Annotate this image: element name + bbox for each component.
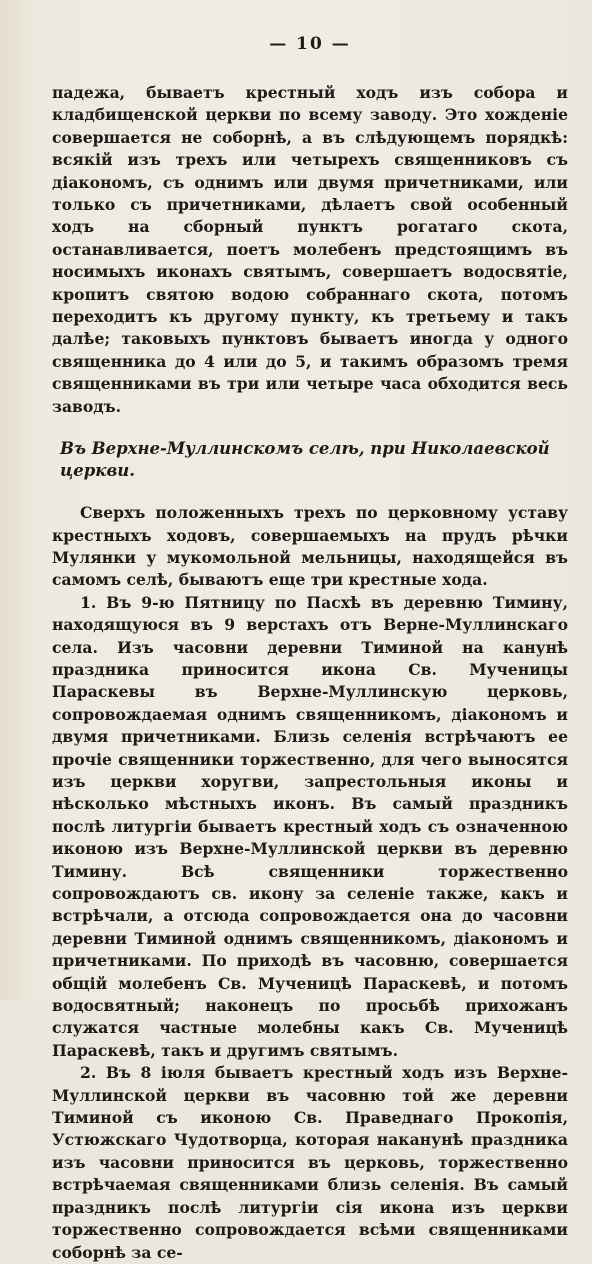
paragraph-item-2: 2. Въ 8 іюля бываетъ крестный ходъ изъ Верхне-Муллинской церкви въ часовню той же деревни Тиминой съ иконою Св. Праведнаго Прокопія, Устюжскаго Чудотворца, которая наканунѣ праздника изъ часовни приносится въ церковь, торжественно встрѣчаемая священниками близь селенія. Въ самый праздникъ послѣ литургіи сія икона изъ церкви торжественно сопровождается всѣми священниками соборнѣ за се- — [52, 1063, 568, 1262]
paragraph-continuation: падежа, бываетъ крестный ходъ изъ собора и кладбищенской церкви по всему заводу. Это хожденіе совершается не соборнѣ, а въ слѣдующемъ порядкѣ: всякій изъ трехъ или четырехъ священниковъ съ діакономъ, съ однимъ или двумя причетниками, или только съ причетниками, дѣлаетъ свой особенный ходъ на сборный пунктъ рогатаго скота, останавливается, поетъ молебенъ предстоящимъ въ носимыхъ иконахъ святымъ, совершаетъ водосвятіе, кропитъ святою водою собраннаго скота, потомъ переходитъ къ другому пункту, къ третьему и такъ далѣе; таковыхъ пунктовъ бываетъ иногда у одного священника до 4 или до 5, и такимъ образомъ тремя священниками въ три или четыре часа обходится весь заводъ. — [52, 83, 568, 416]
paragraph-item-1: 1. Въ 9-ю Пятницу по Пасхѣ въ деревню Тимину, находящуюся въ 9 верстахъ отъ Верне-Муллинскаго села. Изъ часовни деревни Тиминой на канунѣ праздника приносится икона Св. Мученицы Параскевы въ Верхне-Муллинскую церковь, сопровождаемая однимъ священникомъ, діакономъ и двумя причетниками. Близь селенія встрѣчаютъ ее прочіе священники торжественно, для чего выносятся изъ церкви хоругви, запрестольныя иконы и нѣсколько мѣстныхъ иконъ. Въ самый праздникъ послѣ литургіи бываетъ крестный ходъ съ означенною иконою изъ Верхне-Муллинской церкви въ деревню Тимину. Всѣ священники торжественно сопровождаютъ св. икону за селеніе также, какъ и встрѣчали, а отсюда сопровождается она до часовни деревни Тиминой однимъ священникомъ, діакономъ и причетниками. По приходѣ въ часовню, совершается общій молебенъ Св. Мученицѣ Параскевѣ, и потомъ водосвятный; наконецъ по просьбѣ прихожанъ служатся частные молебны какъ Св. Мученицѣ Параскевѣ, такъ и другимъ святымъ. — [52, 592, 568, 1060]
paragraph-intro: Сверхъ положенныхъ трехъ по церковному уставу крестныхъ ходовъ, совершаемыхъ на прудъ рѣчки Мулянки у мукомольной мельницы, находящейся въ самомъ селѣ, бываютъ еще три крестные хода. — [52, 503, 568, 590]
page-number: — 10 — — [269, 34, 351, 54]
section-heading: Въ Верхне-Муллинскомъ селѣ, при Николаевской церкви. — [60, 439, 550, 481]
